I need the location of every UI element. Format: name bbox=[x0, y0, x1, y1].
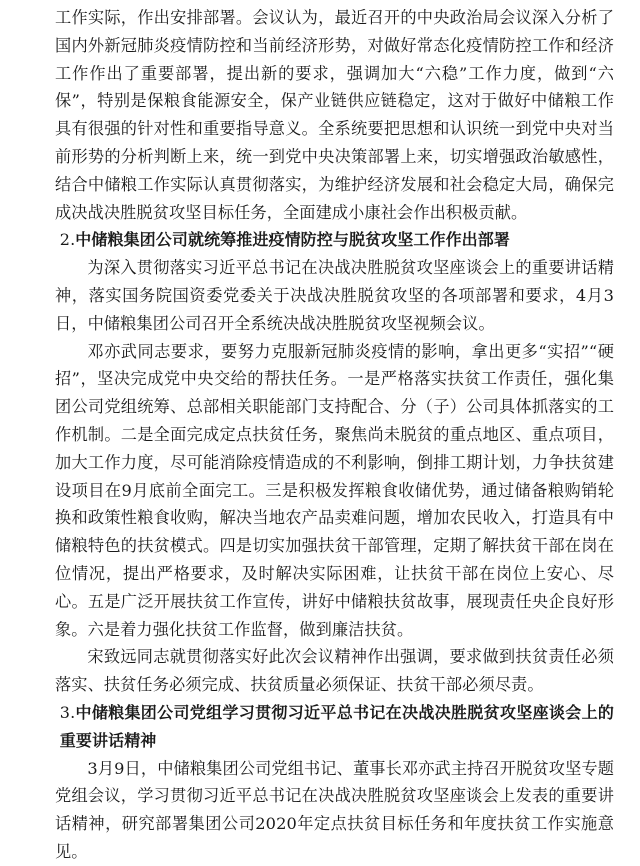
body-paragraph-continued: 工作实际，作出安排部署。会议认为，最近召开的中央政治局会议深入分析了国内外新冠肺炎疫情防控和当前经济形势，对做好常态化疫情防控工作和经济工作作出了重要部署，提出新的要求，强调加大“六稳”工作力度，做到“六保”，特别是保粮食能源安全，保产业链供应链稳定，这对于做好中储粮工作具有很强的针对性和重要指导意义。全系统要把思想和认识统一到党中央对当前形势的分析判断上来，统一到党中央决策部署上来，切实增强政治敏感性，结合中储粮工作实际认真贯彻落实，为维护经济发展和社会稳定大局，确保完成决战决胜脱贫攻坚目标任务，全面建成小康社会作出积极贡献。 bbox=[55, 8, 614, 222]
section-heading-number: 3. bbox=[59, 702, 76, 722]
section-heading-number: 2. bbox=[59, 230, 76, 250]
body-paragraph: 邓亦武同志要求，要努力克服新冠肺炎疫情的影响，拿出更多“实招”“硬招”，坚决完成党中央交给的帮扶任务。一是严格落实扶贫工作责任，强化集团公司党组统筹、总部相关职能部门支持配合、分（子）公司具体抓落实的工作机制。二是全面完成定点扶贫任务，聚焦尚未脱贫的重点地区、重点项目，加大工作力度，尽可能消除疫情造成的不利影响，倒排工期计划，力争扶贫建设项目在9月底前全面完工。三是积极发挥粮食收储优势，通过储备粮购销轮换和政策性粮食收购，解决当地农产品卖难问题，增加农民收入，打造具有中储粮特色的扶贫模式。四是切实加强扶贫干部管理，定期了解扶贫干部在岗在位情况，提出严格要求，及时解决实际困难，让扶贫干部在岗位上安心、尽心。五是广泛开展扶贫工作宣传，讲好中储粮扶贫故事，展现责任央企良好形象。六是着力强化扶贫工作监督，做到廉洁扶贫。 bbox=[55, 341, 614, 639]
body-paragraph: 宋致远同志就贯彻落实好此次会议精神作出强调，要求做到扶贫责任必须落实、扶贫任务必须完成、扶贫质量必须保证、扶贫干部必须尽责。 bbox=[55, 647, 614, 695]
section-heading-2 bbox=[55, 226, 614, 254]
body-paragraph: 为深入贯彻落实习近平总书记在决战决胜脱贫攻坚座谈会上的重要讲话精神，落实国务院国资委党委关于决战决胜脱贫攻坚的各项部署和要求，4月3日，中储粮集团公司召开全系统决战决胜脱贫攻坚视频会议。 bbox=[55, 258, 614, 333]
body-paragraph: 3月9日，中储粮集团公司党组书记、董事长邓亦武主持召开脱贫攻坚专题党组会议，学习贯彻习近平总书记在决战决胜脱贫攻坚座谈会上发表的重要讲话精神，研究部署集团公司2020年定点扶贫目标任务和年度扶贫工作实施意见。 bbox=[55, 758, 614, 861]
section-heading-3 bbox=[55, 699, 614, 755]
section-heading-text: 中储粮集团公司党组学习贯彻习近平总书记在决战决胜脱贫攻坚座谈会上的重要讲话精神 bbox=[59, 702, 614, 750]
section-heading-text: 中储粮集团公司就统筹推进疫情防控与脱贫攻坚工作作出部署 bbox=[75, 230, 510, 250]
